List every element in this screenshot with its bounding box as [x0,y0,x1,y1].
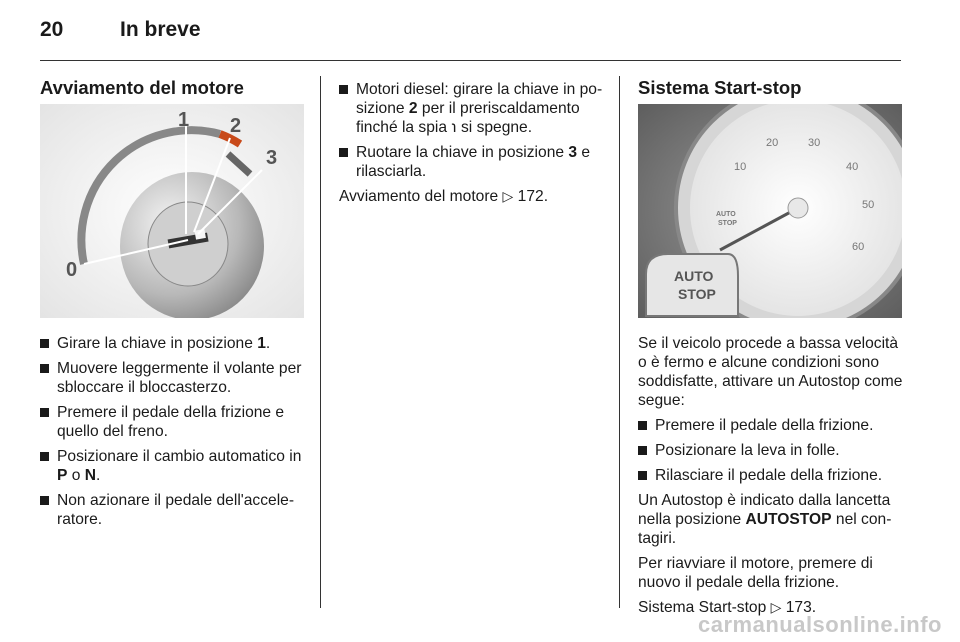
bullet-marker [638,421,647,430]
bullet-marker [638,446,647,455]
intro-paragraph: Se il veicolo procede a bassa velocità o è fermo e alcune condizioni sono soddisfatte, attivare un Autostop come segue: [638,335,903,409]
text: Premere il pedale della frizione e quello del freno. [57,404,285,440]
inset-auto-label: AUTO [674,268,714,284]
key-position-label-2: 2 [230,115,242,137]
text: Motori diesel: girare la chiave in po-sizione [356,81,603,117]
reference-text: Avviamento del motore [339,188,499,205]
watermark: carmanualsonline.info [698,612,942,637]
key-position-label-0: 0 [66,259,78,281]
header-rule [40,60,901,61]
gear-p: P [57,467,68,484]
bullet-marker [40,408,49,417]
reference-arrow-icon: ▷ [502,188,514,204]
start-stop-text [638,334,904,623]
text: si spegne. [456,119,533,136]
page-title: In breve [120,18,201,41]
autostop-zoom-inset [646,254,738,316]
bullet-marker [339,85,348,94]
text: o [67,467,85,484]
engine-start-steps [40,334,308,535]
section-heading-engine-start: Avviamento del motore [40,77,244,98]
text: Rilasciare il pedale della frizione. [655,467,883,484]
reference-page: 173. [785,599,817,616]
list-item [638,466,904,485]
glow-plug-icon: ℩ [451,119,457,136]
list-item [40,447,308,485]
text: Girare la chiave in posizione [57,335,258,352]
text: Premere il pedale della frizione. [655,417,874,434]
gauge-number-50: 50 [862,199,875,211]
text: Posizionare il cambio automatico in [57,448,302,465]
tachometer-figure [638,104,902,318]
gauge-number-60: 60 [852,241,865,253]
list-item [339,80,607,137]
key-position-label-3: 3 [266,147,278,169]
gauge-number-10: 10 [734,161,747,173]
column-divider-1 [320,76,321,608]
ignition-key-figure [40,104,304,318]
text: Posizionare la leva in folle. [655,442,840,459]
cross-reference[interactable] [339,187,607,206]
reference-text: Sistema Start-stop [638,599,767,616]
bullet-marker [40,452,49,461]
text: Muovere leggermente il volante per sbloccare il bloccasterzo. [57,360,302,396]
text: . [96,467,101,484]
list-item [638,441,904,460]
key-position: 1 [257,335,266,352]
column-engine-start-cont [339,80,607,212]
text: nel con-tagiri. [638,511,892,547]
list-item [40,359,308,397]
text: e rilasciarla. [356,144,591,180]
autostop-indicator-paragraph [638,491,904,548]
text: Ruotare la chiave in posizione [356,144,569,161]
column-divider-2 [619,76,620,608]
list-item [40,334,308,353]
needle-hub [788,198,808,218]
reference-arrow-icon: ▷ [770,599,782,615]
inset-stop-label: STOP [678,286,716,302]
restart-paragraph: Per riavviare il motore, premere di nuovo il pedale della frizione. [638,555,873,591]
gear-n: N [84,467,97,484]
list-item [339,143,607,181]
bullet-marker [638,471,647,480]
text: per il preriscaldamento finché la spia [356,100,580,136]
gauge-number-20: 20 [766,137,779,149]
section-heading-start-stop: Sistema Start-stop [638,77,802,98]
bullet-marker [40,496,49,505]
list-item [40,491,308,529]
gauge-number-30: 30 [808,137,821,149]
gauge-number-40: 40 [846,161,859,173]
text: . [265,335,271,352]
bullet-marker [40,339,49,348]
gauge-stop-label: STOP [718,220,737,227]
key-position: 2 [408,100,418,117]
text: Un Autostop è indicato dalla lancetta nella posizione [638,492,891,528]
key-position: 3 [568,144,578,161]
gauge-auto-label: AUTO [716,211,736,218]
bullet-marker [40,364,49,373]
autostop-term: AUTOSTOP [745,511,832,528]
page-number: 20 [40,18,64,41]
list-item [638,416,904,435]
bullet-marker [339,148,348,157]
text: Non azionare il pedale dell'accele-ratore. [57,492,295,528]
key-position-label-1: 1 [178,109,190,131]
list-item [40,403,308,441]
reference-page: 172. [517,188,549,205]
